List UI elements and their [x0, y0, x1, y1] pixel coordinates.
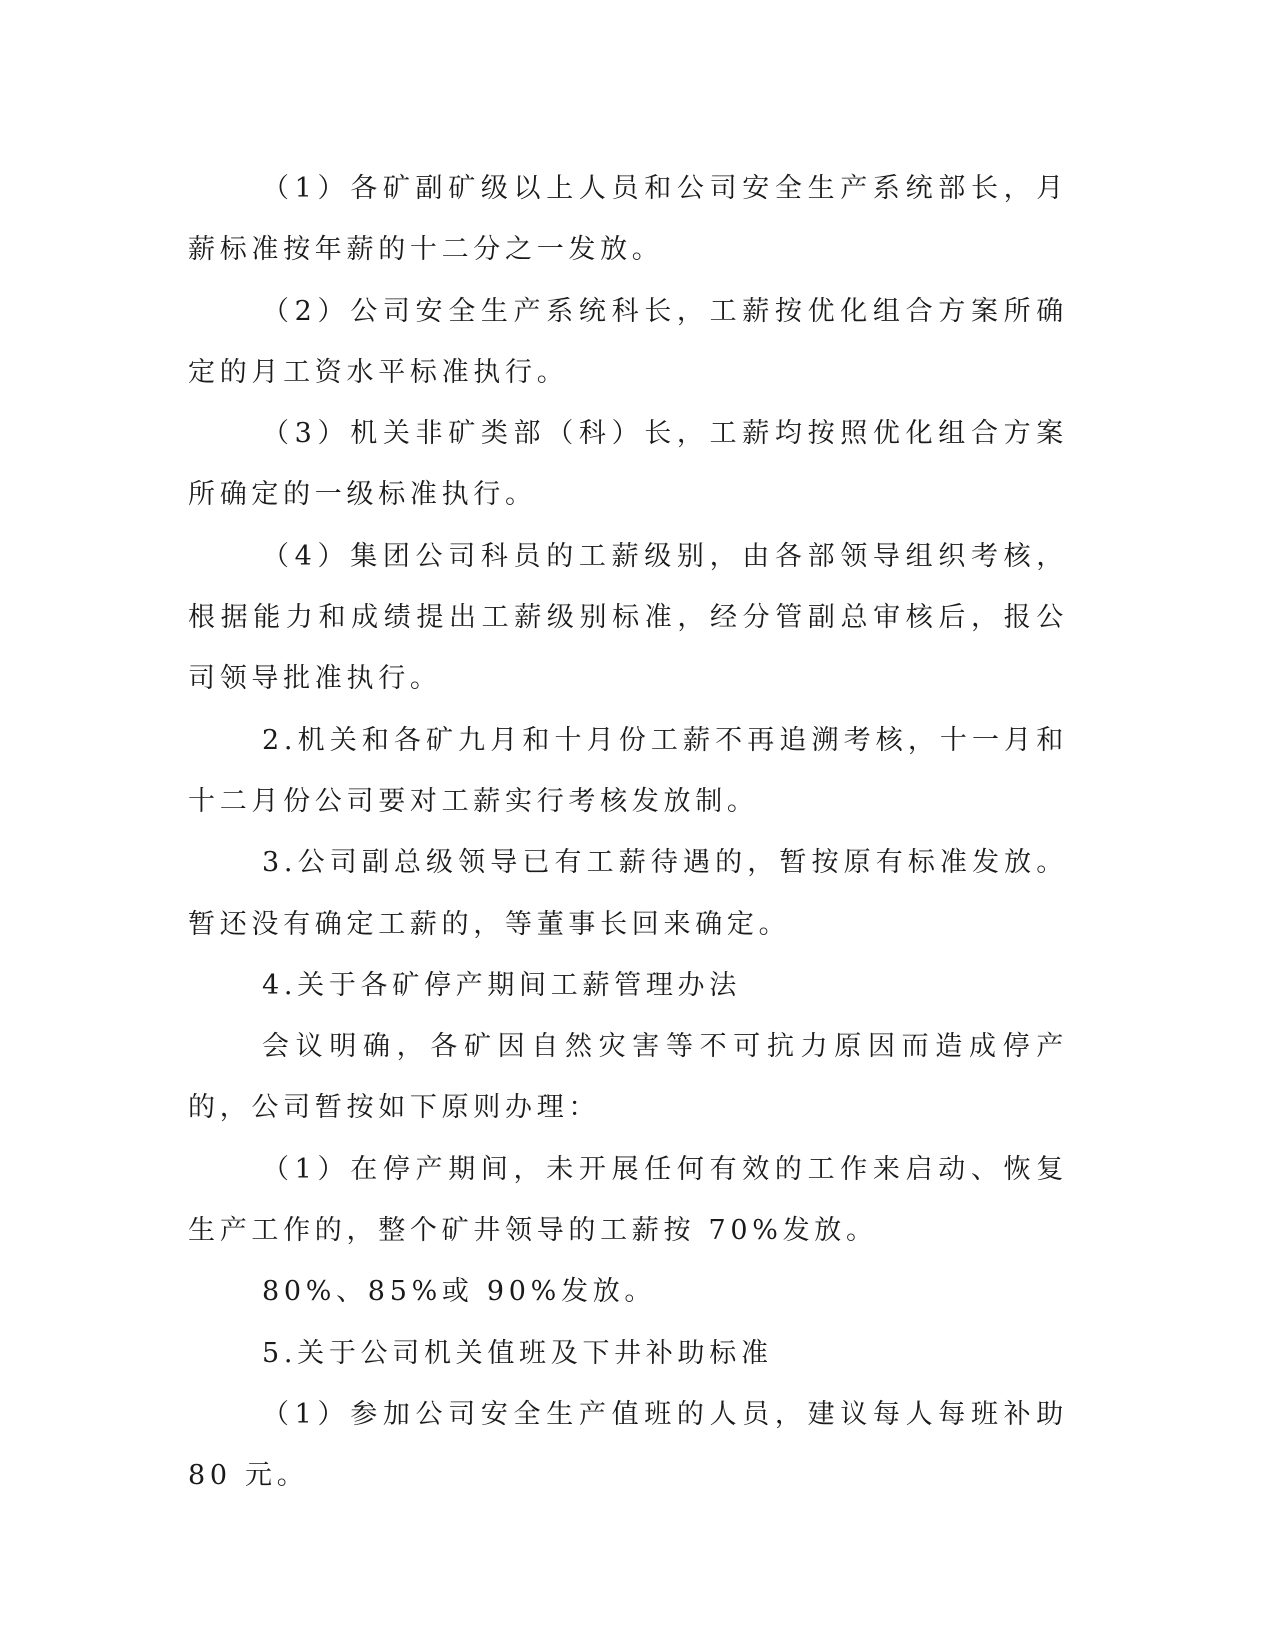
paragraph-item-5-1: （1）参加公司安全生产值班的人员，建议每人每班补助 80 元。 [188, 1398, 1068, 1492]
paragraph-item-1-4: （4）集团公司科员的工薪级别，由各部领导组织考核，根据能力和成绩提出工薪级别标准，经分管副总审核后，报公司领导批准执行。 [188, 540, 1068, 695]
paragraph-item-3: 3.公司副总级领导已有工薪待遇的，暂按原有标准发放。暂还没有确定工薪的，等董事长回来确定。 [188, 847, 1068, 940]
paragraph-item-2: 2.机关和各矿九月和十月份工薪不再追溯考核，十一月和十二月份公司要对工薪实行考核发放制。 [188, 724, 1068, 817]
paragraph-meeting-decision: 会议明确，各矿因自然灾害等不可抗力原因而造成停产的，公司暂按如下原则办理： [188, 1031, 1068, 1124]
paragraph-item-4-1: （1）在停产期间，未开展任何有效的工作来启动、恢复生产工作的，整个矿井领导的工薪按 70%发放。 [188, 1153, 1068, 1247]
section-heading-5: 5.关于公司机关值班及下井补助标准 [262, 1337, 773, 1369]
paragraph-percentages: 80%、85%或 90%发放。 [262, 1276, 657, 1308]
paragraph-item-1-3: （3）机关非矿类部（科）长，工薪均按照优化组合方案所确定的一级标准执行。 [188, 418, 1068, 511]
section-heading-4: 4.关于各矿停产期间工薪管理办法 [262, 969, 741, 1001]
paragraph-item-1-1: （1）各矿副矿级以上人员和公司安全生产系统部长，月薪标准按年薪的十二分之一发放。 [188, 173, 1068, 266]
document-body [188, 158, 1068, 1507]
paragraph-item-1-2: （2）公司安全生产系统科长，工薪按优化组合方案所确定的月工资水平标准执行。 [188, 295, 1068, 388]
